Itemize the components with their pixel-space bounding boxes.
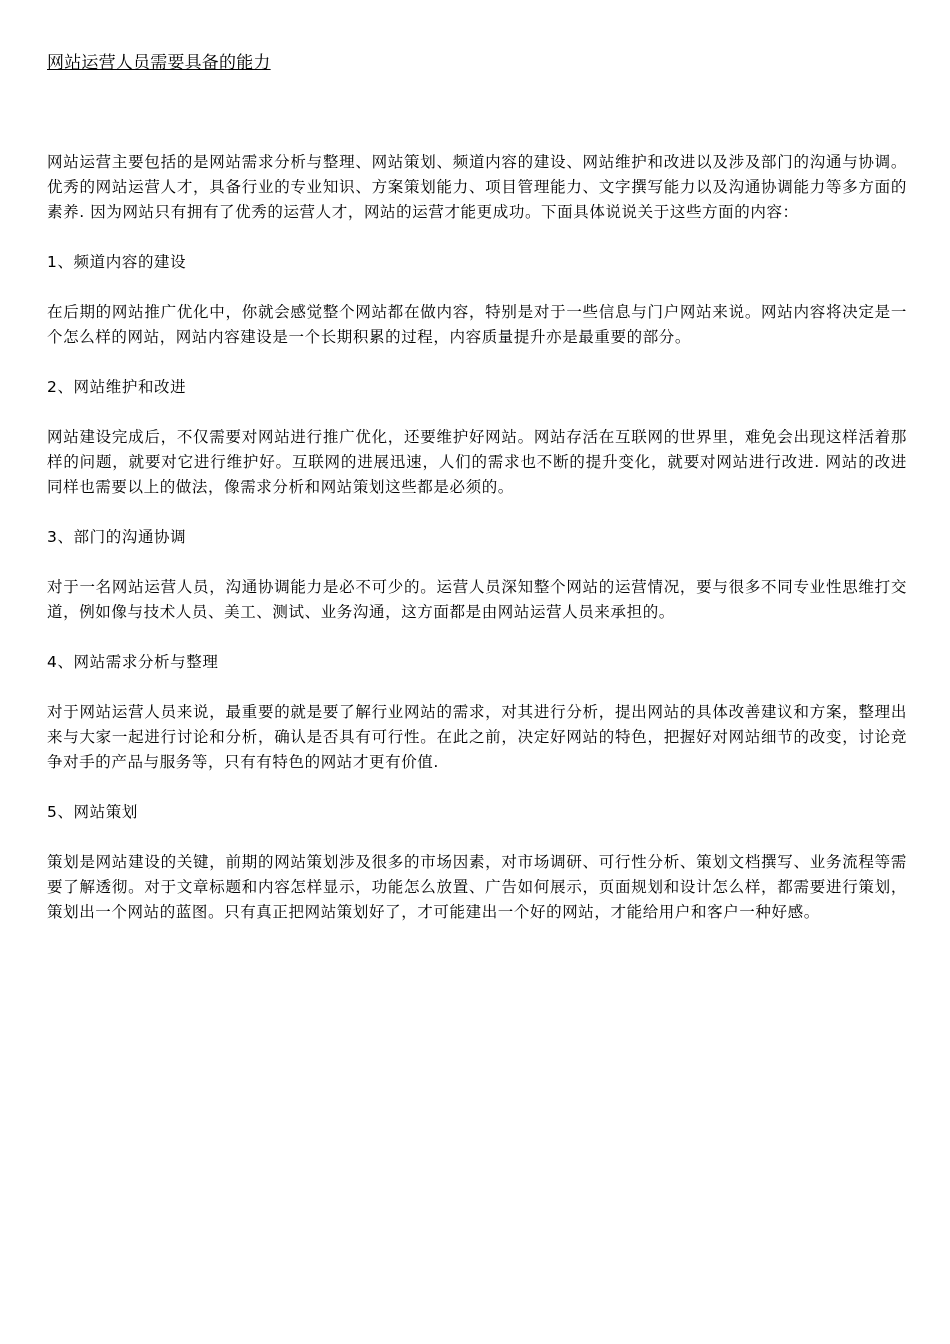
section-text: 在后期的网站推广优化中，你就会感觉整个网站都在做内容，特别是对于一些信息与门户网站来说。网站内容将决定是一个怎么样的网站，网站内容建设是一个长期积累的过程，内容质量提升亦是最重要的部分。 <box>47 303 907 346</box>
document-body <box>47 150 907 925</box>
section-3 <box>47 525 907 625</box>
section-5 <box>47 800 907 925</box>
section-heading: 5、网站策划 <box>47 803 138 821</box>
section-heading: 4、网站需求分析与整理 <box>47 653 219 671</box>
section-heading: 3、部门的沟通协调 <box>47 528 187 546</box>
section-heading: 1、频道内容的建设 <box>47 253 187 271</box>
section-2 <box>47 375 907 500</box>
section-4 <box>47 650 907 775</box>
document-page <box>47 50 907 925</box>
section-1 <box>47 250 907 350</box>
section-heading: 2、网站维护和改进 <box>47 378 187 396</box>
section-text: 对于一名网站运营人员，沟通协调能力是必不可少的。运营人员深知整个网站的运营情况，要与很多不同专业性思维打交道，例如像与技术人员、美工、测试、业务沟通，这方面都是由网站运营人员来承担的。 <box>47 578 907 621</box>
section-text: 对于网站运营人员来说，最重要的就是要了解行业网站的需求，对其进行分析，提出网站的具体改善建议和方案，整理出来与大家一起进行讨论和分析，确认是否具有可行性。在此之前，决定好网站的特色，把握好对网站细节的改变，讨论竞争对手的产品与服务等，只有有特色的网站才更有价值. <box>47 703 907 771</box>
intro-paragraph: 网站运营主要包括的是网站需求分析与整理、网站策划、频道内容的建设、网站维护和改进以及涉及部门的沟通与协调。优秀的网站运营人才，具备行业的专业知识、方案策划能力、项目管理能力、文字撰写能力以及沟通协调能力等多方面的素养. 因为网站只有拥有了优秀的运营人才，网站的运营才能更成功。下面具体说说关于这些方面的内容： <box>47 153 907 221</box>
document-title: 网站运营人员需要具备的能力 <box>47 53 271 73</box>
section-text: 网站建设完成后，不仅需要对网站进行推广优化，还要维护好网站。网站存活在互联网的世界里，难免会出现这样活着那样的问题，就要对它进行维护好。互联网的进展迅速，人们的需求也不断的提升变化，就要对网站进行改进. 网站的改进同样也需要以上的做法，像需求分析和网站策划这些都是必须的。 <box>47 428 907 496</box>
section-text: 策划是网站建设的关键，前期的网站策划涉及很多的市场因素，对市场调研、可行性分析、策划文档撰写、业务流程等需要了解透彻。对于文章标题和内容怎样显示，功能怎么放置、广告如何展示，页面规划和设计怎么样，都需要进行策划，策划出一个网站的蓝图。只有真正把网站策划好了，才可能建出一个好的网站，才能给用户和客户一种好感。 <box>47 853 907 921</box>
